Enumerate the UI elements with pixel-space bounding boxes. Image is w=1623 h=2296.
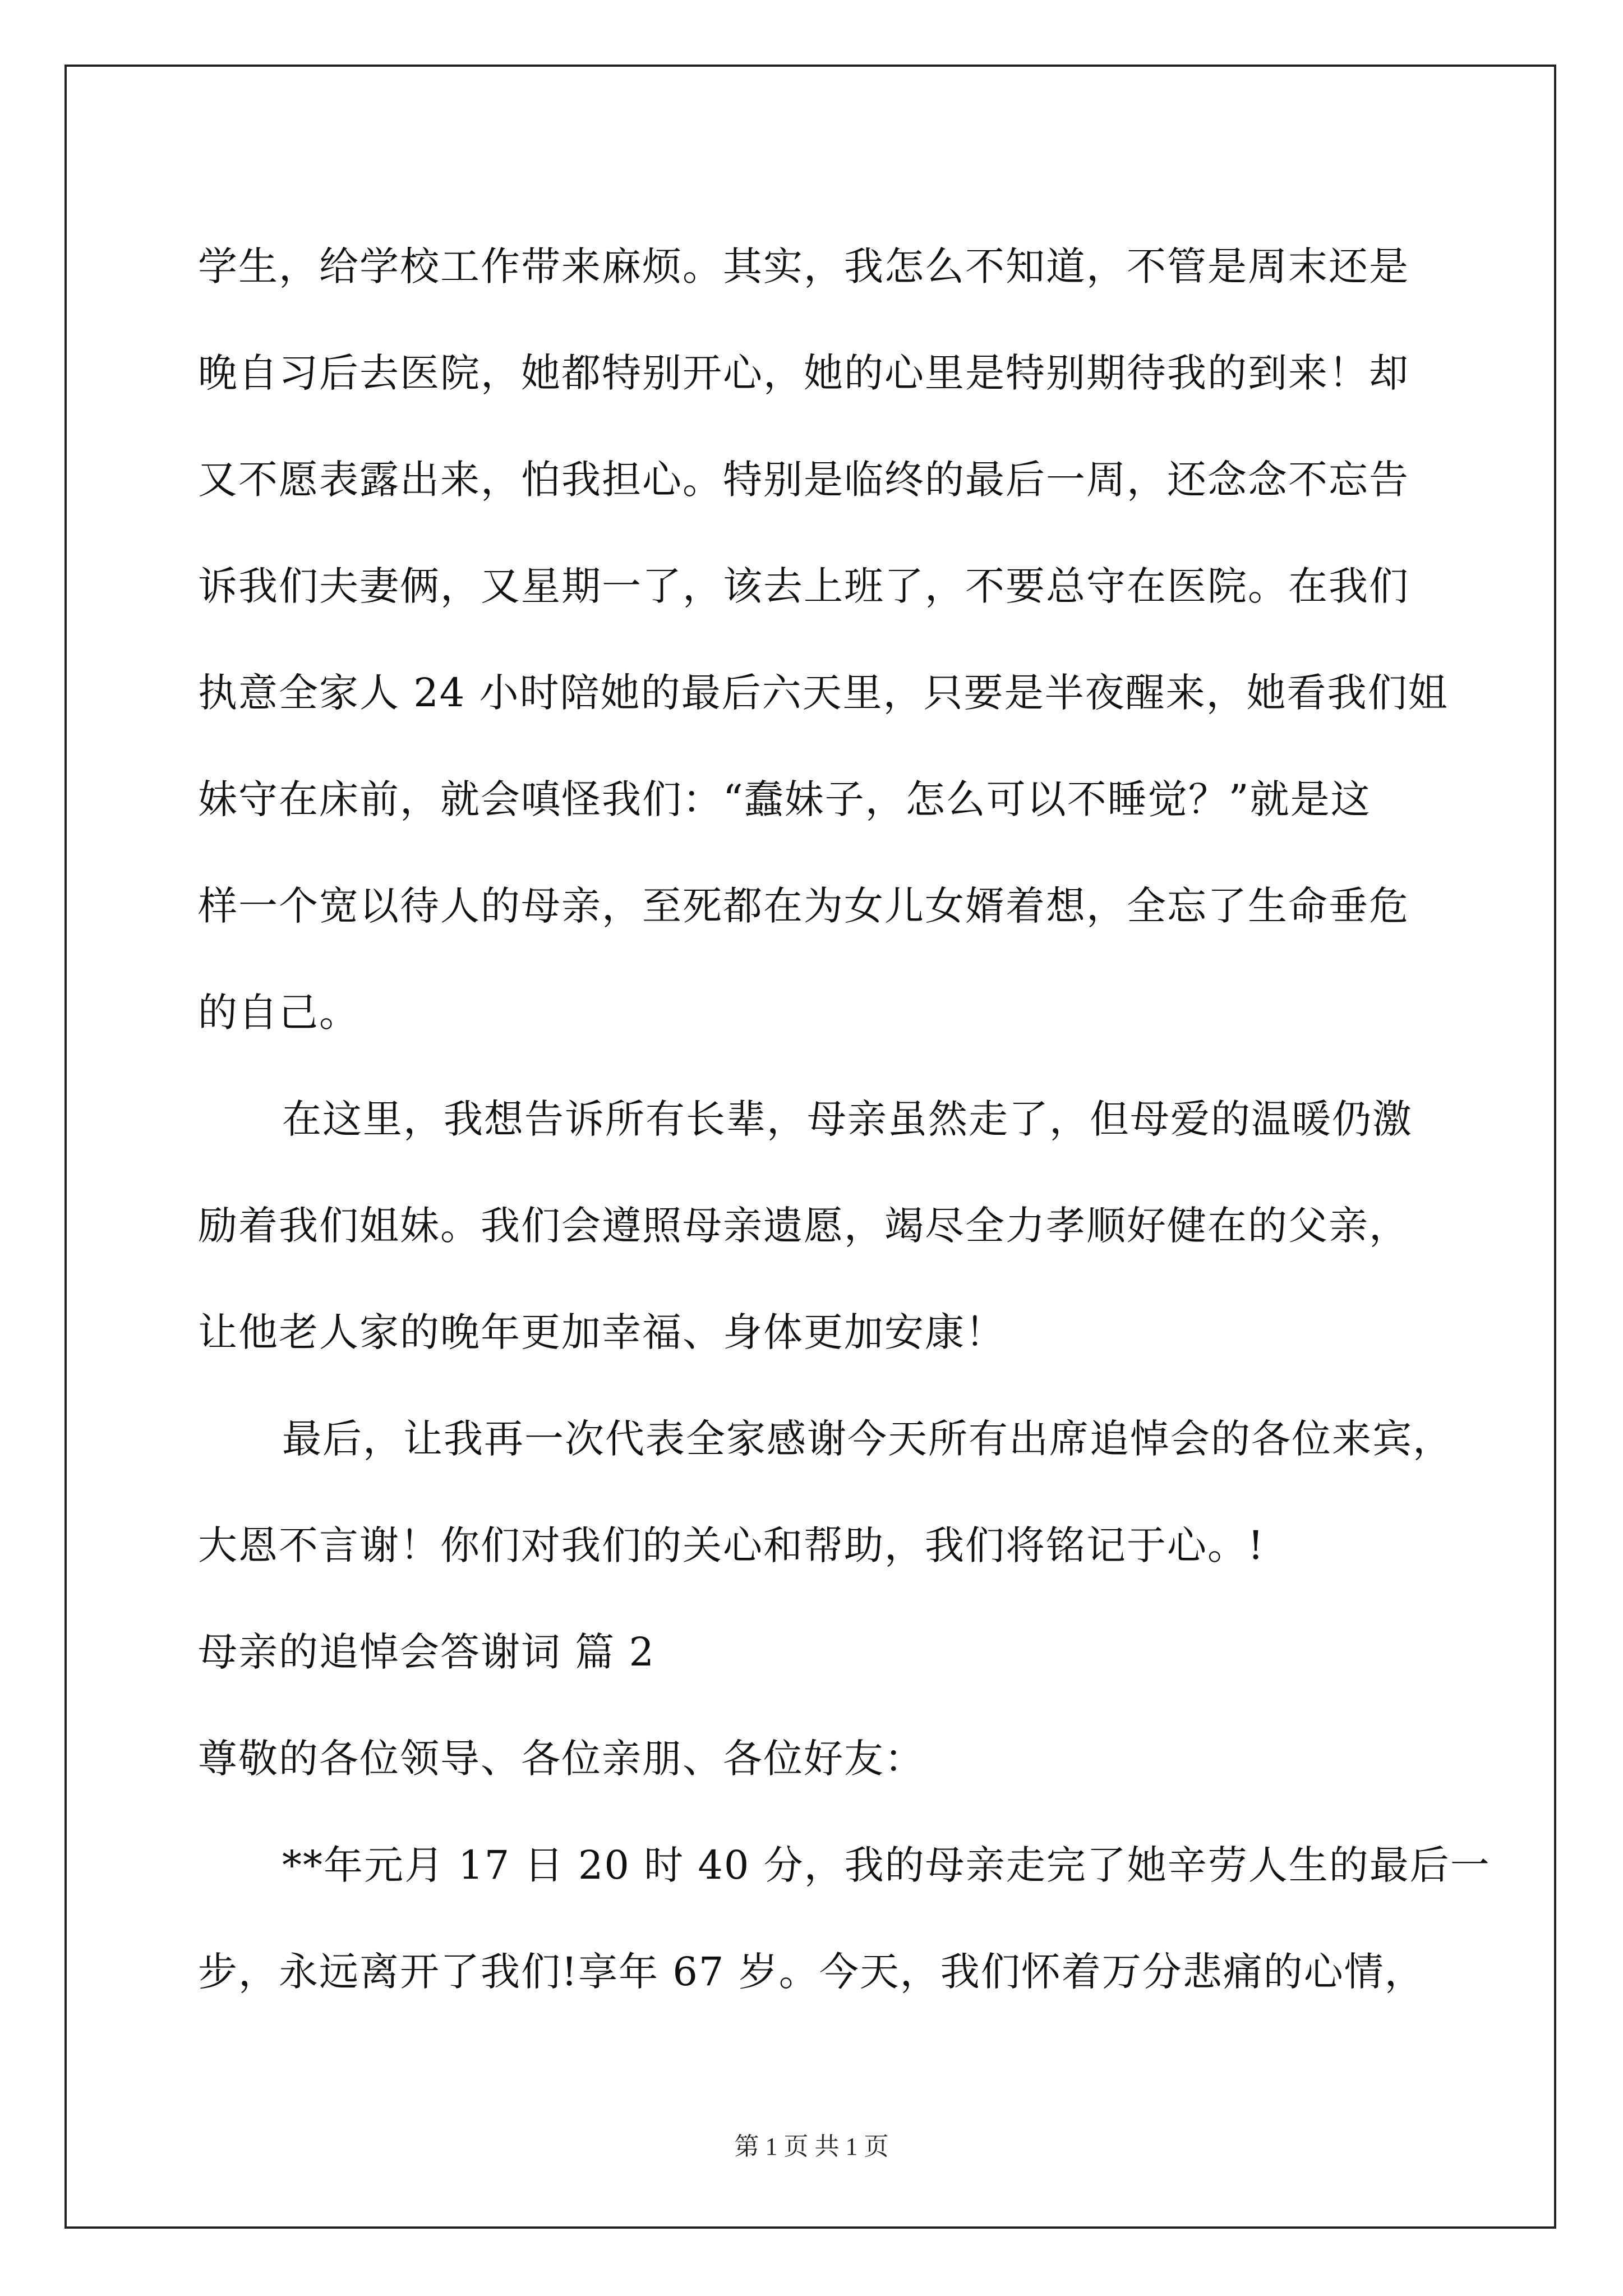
text-line: 让他老人家的晚年更加幸福、身体更加安康！ (198, 1309, 1006, 1355)
text-line: 又不愿表露出来，怕我担心。特别是临终的最后一周，还念念不忘告 (198, 457, 1409, 503)
text-line: 学生，给学校工作带来麻烦。其实，我怎么不知道，不管是周末还是 (198, 243, 1409, 289)
text-line: 样一个宽以待人的母亲，至死都在为女儿女婿着想，全忘了生命垂危 (198, 883, 1409, 929)
text-line: 步，永远离开了我们!享年 67 岁。今天，我们怀着万分悲痛的心情， (198, 1949, 1425, 1995)
text-line: 执意全家人 24 小时陪她的最后六天里，只要是半夜醒来，她看我们姐 (198, 670, 1449, 716)
paragraph-start-line: 最后，让我再一次代表全家感谢今天所有出席追悼会的各位来宾， (282, 1416, 1453, 1462)
text-line: 晚自习后去医院，她都特别开心，她的心里是特别期待我的到来！却 (198, 350, 1409, 396)
document-body (198, 213, 1491, 2025)
paragraph-start-line: **年元月 17 日 20 时 40 分，我的母亲走完了她辛劳人生的最后一 (282, 1842, 1491, 1888)
salutation: 尊敬的各位领导、各位亲朋、各位好友： (198, 1736, 925, 1782)
page-number-footer: 第 1 页 共 1 页 (734, 2133, 889, 2160)
text-line: 大恩不言谢！你们对我们的关心和帮助，我们将铭记于心。! (198, 1522, 1265, 1568)
text-line: 的自己。 (198, 990, 359, 1036)
text-line: 励着我们姐妹。我们会遵照母亲遗愿，竭尽全力孝顺好健在的父亲， (198, 1203, 1409, 1249)
text-line: 妹守在床前，就会嗔怪我们：“蠢妹子，怎么可以不睡觉？”就是这 (198, 776, 1371, 822)
paragraph-start-line: 在这里，我想告诉所有长辈，母亲虽然走了，但母爱的温暖仍激 (282, 1096, 1413, 1142)
text-line: 诉我们夫妻俩，又星期一了，该去上班了，不要总守在医院。在我们 (198, 563, 1409, 609)
section-heading: 母亲的追悼会答谢词 篇 2 (198, 1629, 656, 1675)
